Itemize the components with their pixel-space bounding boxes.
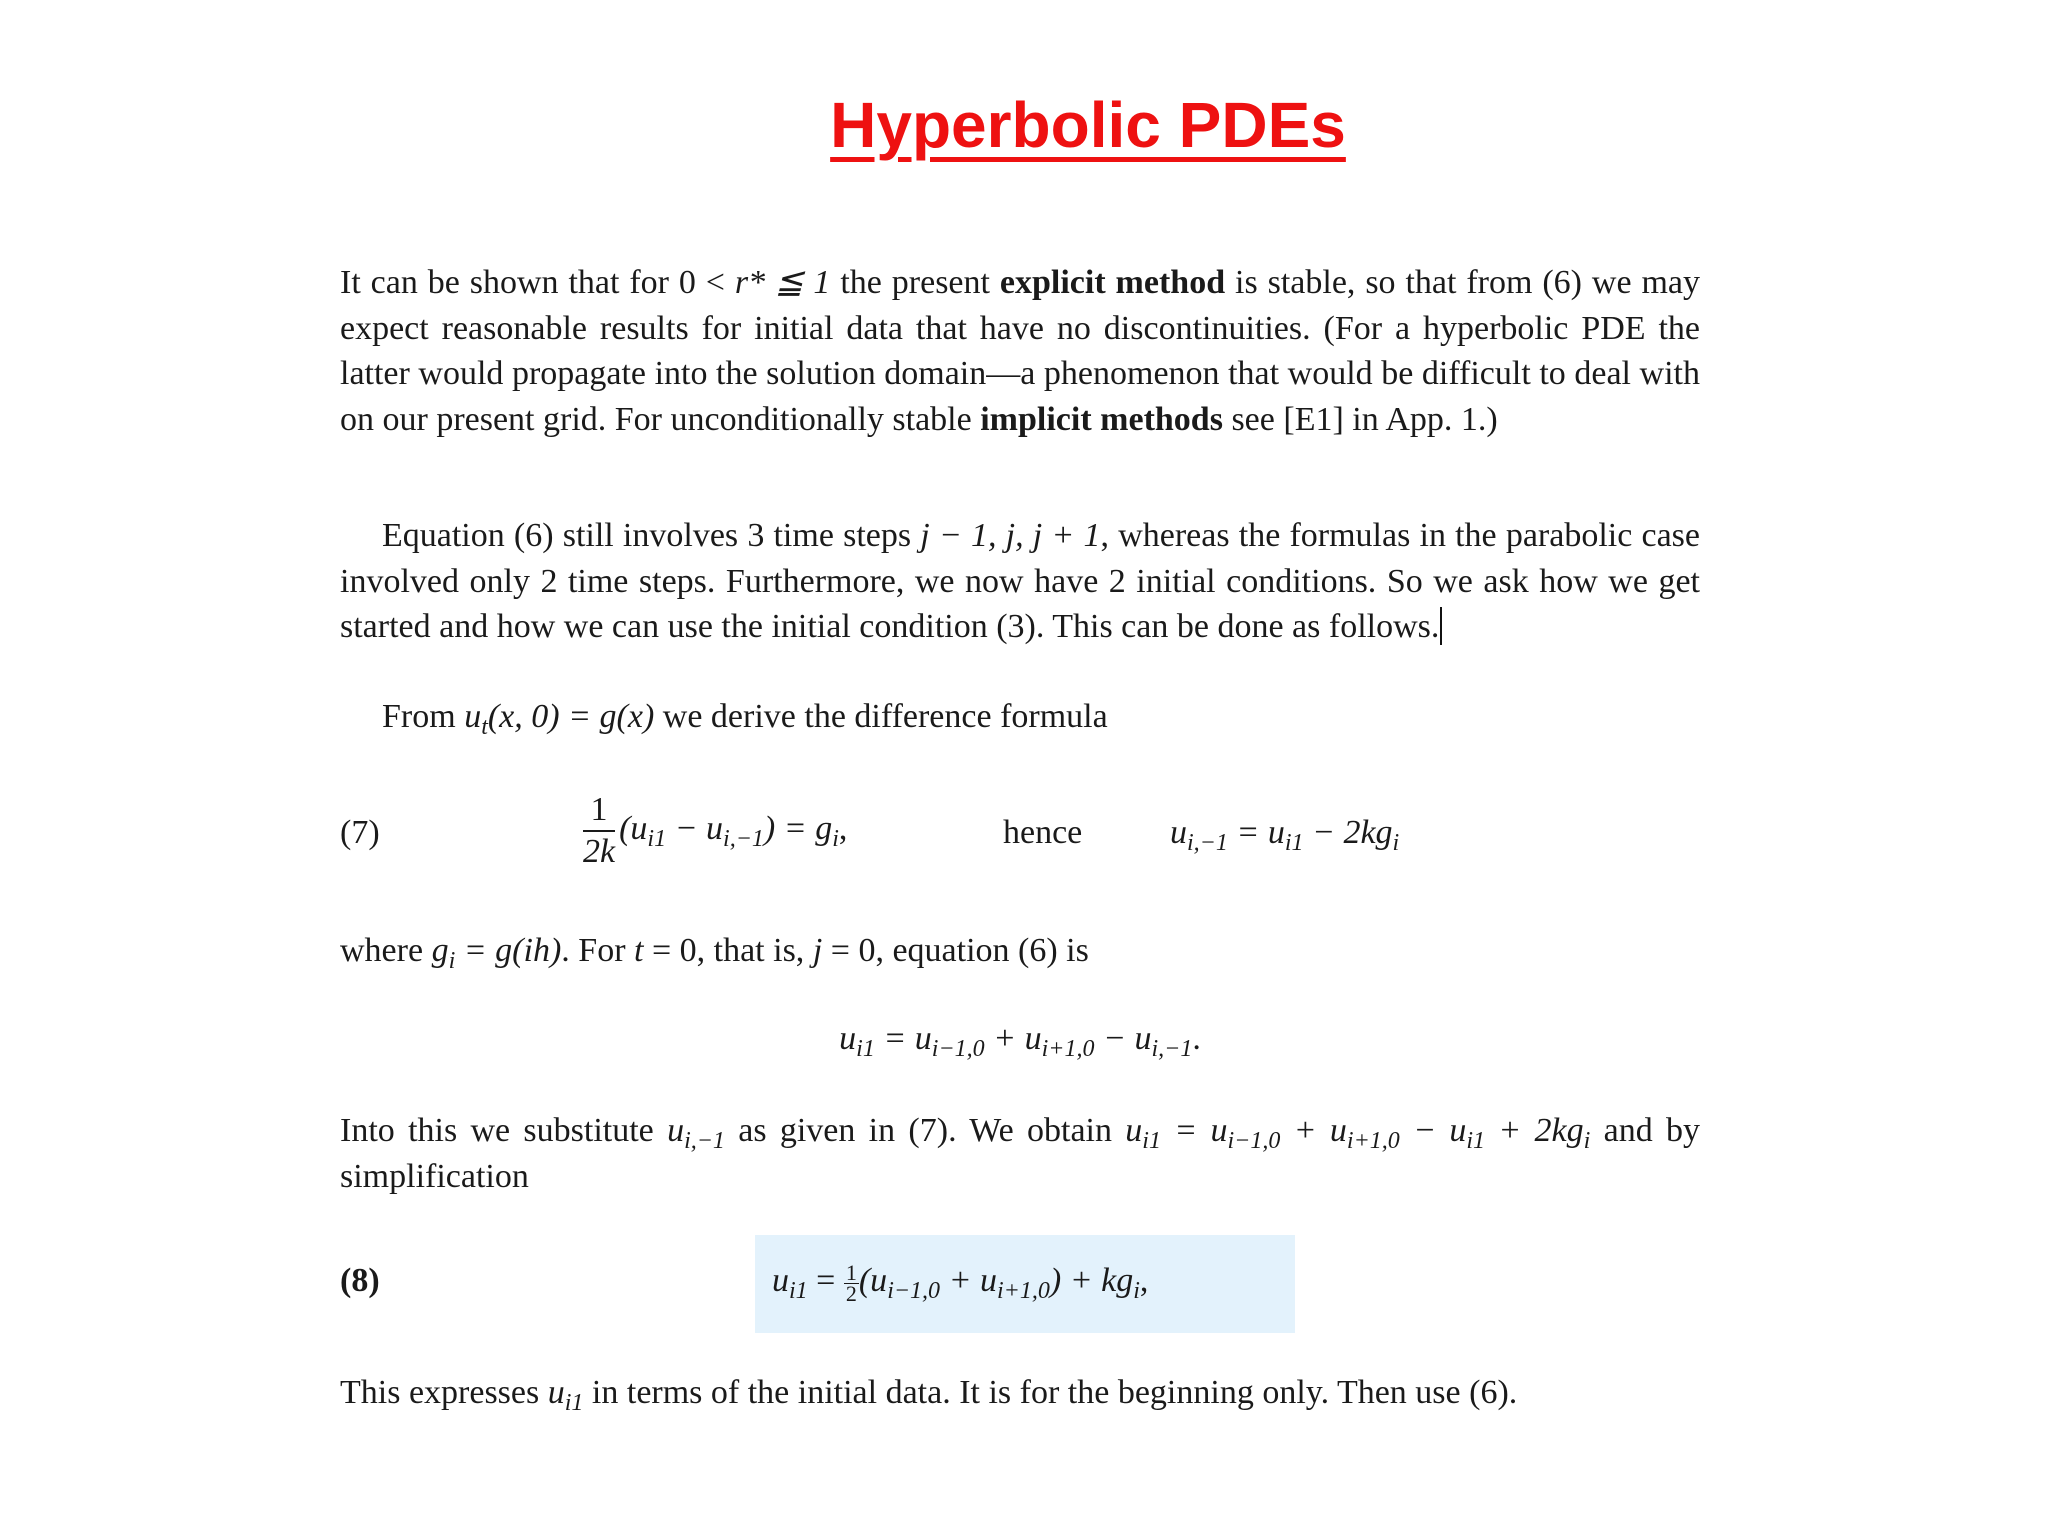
fraction: $\frac{1}{2k}$ (583, 791, 616, 870)
equation-8-body: $u_{i1}$ = $\frac{1}{2}(u_{i-1,0} + u_{i+1,0}) + kg_i$, (772, 1259, 1149, 1306)
equation-mid: $u_{i1} = u_{i-1,0} + u_{i+1,0} - u_{i,-1}$. (839, 1020, 1201, 1062)
paragraph-time-steps: Equation (6) still involves 3 time steps j − 1, j, j + 1, whereas the formulas in the parabolic case involved only 2 time steps. Furthermore, we now have 2 initial conditions. So we ask how we get started and how we can use the initial condition (3). This can be done as follows. (340, 517, 1700, 645)
paragraph-stability: It can be shown that for 0 < r* ≦ 1 the present explicit method is stable, so that from (6) we may expect reasonable results for initial data that have no discontinuities. (For a hyperbolic PDE the latter would propagate into the solution domain—a phenomenon that would be difficult to deal with on our present grid. For unconditionally stable implicit methods see [E1] in App. 1.) (340, 264, 1700, 438)
paragraph-conclusion: This expresses $u_{i1}$ in terms of the initial data. It is for the beginning only. Then use (6). (340, 1374, 1518, 1416)
page-title: Hyperbolic PDEs (830, 89, 1346, 161)
hence-word: hence (1003, 814, 1083, 851)
equation-number: (7) (340, 814, 380, 851)
paragraph-where: where $g_i = g(ih)$. For t = 0, that is, j = 0, equation (6) is (340, 932, 1089, 974)
half-fraction: $\frac{1}{2}$ (845, 1259, 857, 1306)
equation-8 (340, 1259, 1700, 1362)
equation-7 (340, 790, 1700, 890)
equation-7-lhs: $\frac{1}{2k}$ $(u_{i1} - u_{i,-1}) = g_i$, (583, 791, 848, 870)
paragraph-derive: From $u_t(x$, 0) = g(x) we derive the difference formula (382, 698, 1108, 740)
paragraph-substitute: Into this we substitute $u_{i,-1}$ as given in (7). We obtain $u_{i1} = u_{i-1,0} + u_{i+1,0} - u_{i1} + 2kg_i$ and by simplification (340, 1112, 1700, 1195)
equation-7-rhs: $u_{i,-1} = u_{i1} - 2kg_i$ (1170, 814, 1400, 856)
text-cursor (1440, 607, 1442, 645)
equation-number: (8) (340, 1262, 380, 1299)
